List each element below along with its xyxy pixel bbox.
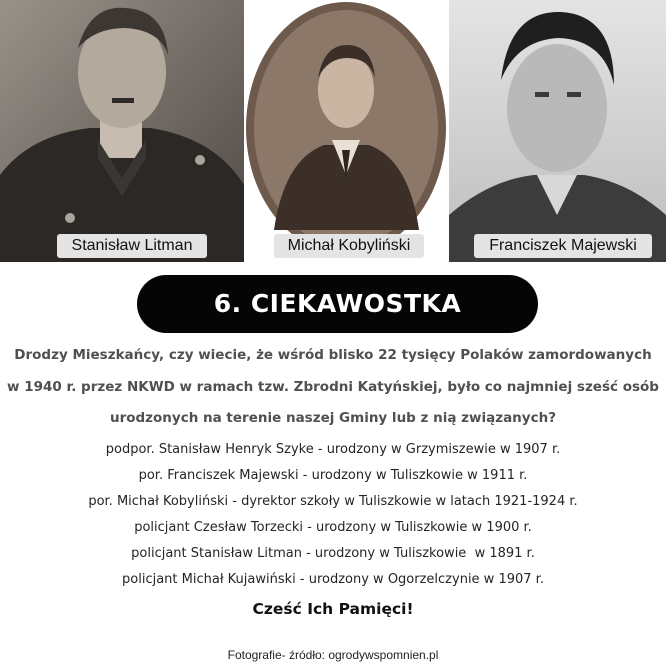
caption-litman: Stanisław Litman (57, 234, 207, 258)
list-item: policjant Czesław Torzecki - urodzony w Tuliszkowie w 1900 r. (134, 520, 532, 535)
memorial-text: Cześć Ich Pamięci! (252, 600, 414, 618)
list-item: por. Michał Kobyliński - dyrektor szkoły w Tuliszkowie w latach 1921-1924 r. (88, 494, 578, 509)
portrait-photo-majewski (449, 0, 666, 262)
photo-strip (0, 0, 666, 262)
intro-line-2: w 1940 r. przez NKWD w ramach tzw. Zbrodni Katyńskiej, było co najmniej sześć osób (7, 379, 659, 395)
list-item: por. Franciszek Majewski - urodzony w Tuliszkowie w 1911 r. (138, 468, 528, 483)
caption-kobylinski: Michał Kobyliński (274, 234, 424, 258)
list-item: podpor. Stanisław Henryk Szyke - urodzony w Grzymiszewie w 1907 r. (105, 442, 561, 457)
portrait-photo-litman (0, 0, 244, 262)
caption-majewski: Franciszek Majewski (474, 234, 652, 258)
title-pill: 6. CIEKAWOSTKA (137, 275, 538, 333)
victims-list (0, 437, 666, 593)
list-item: policjant Michał Kujawiński - urodzony w Ogorzelczynie w 1907 r. (122, 572, 544, 587)
list-item: policjant Stanisław Litman - urodzony w Tuliszkowie w 1891 r. (131, 546, 535, 561)
intro-line-1: Drodzy Mieszkańcy, czy wiecie, że wśród blisko 22 tysięcy Polaków zamordowanych (14, 347, 652, 363)
portrait-photo-kobylinski (244, 0, 449, 262)
photo-source: Fotografie- źródło: ogrodywspomnien.pl (227, 648, 439, 662)
intro-line-3: urodzonych na terenie naszej Gminy lub z nią związanych? (109, 410, 557, 426)
